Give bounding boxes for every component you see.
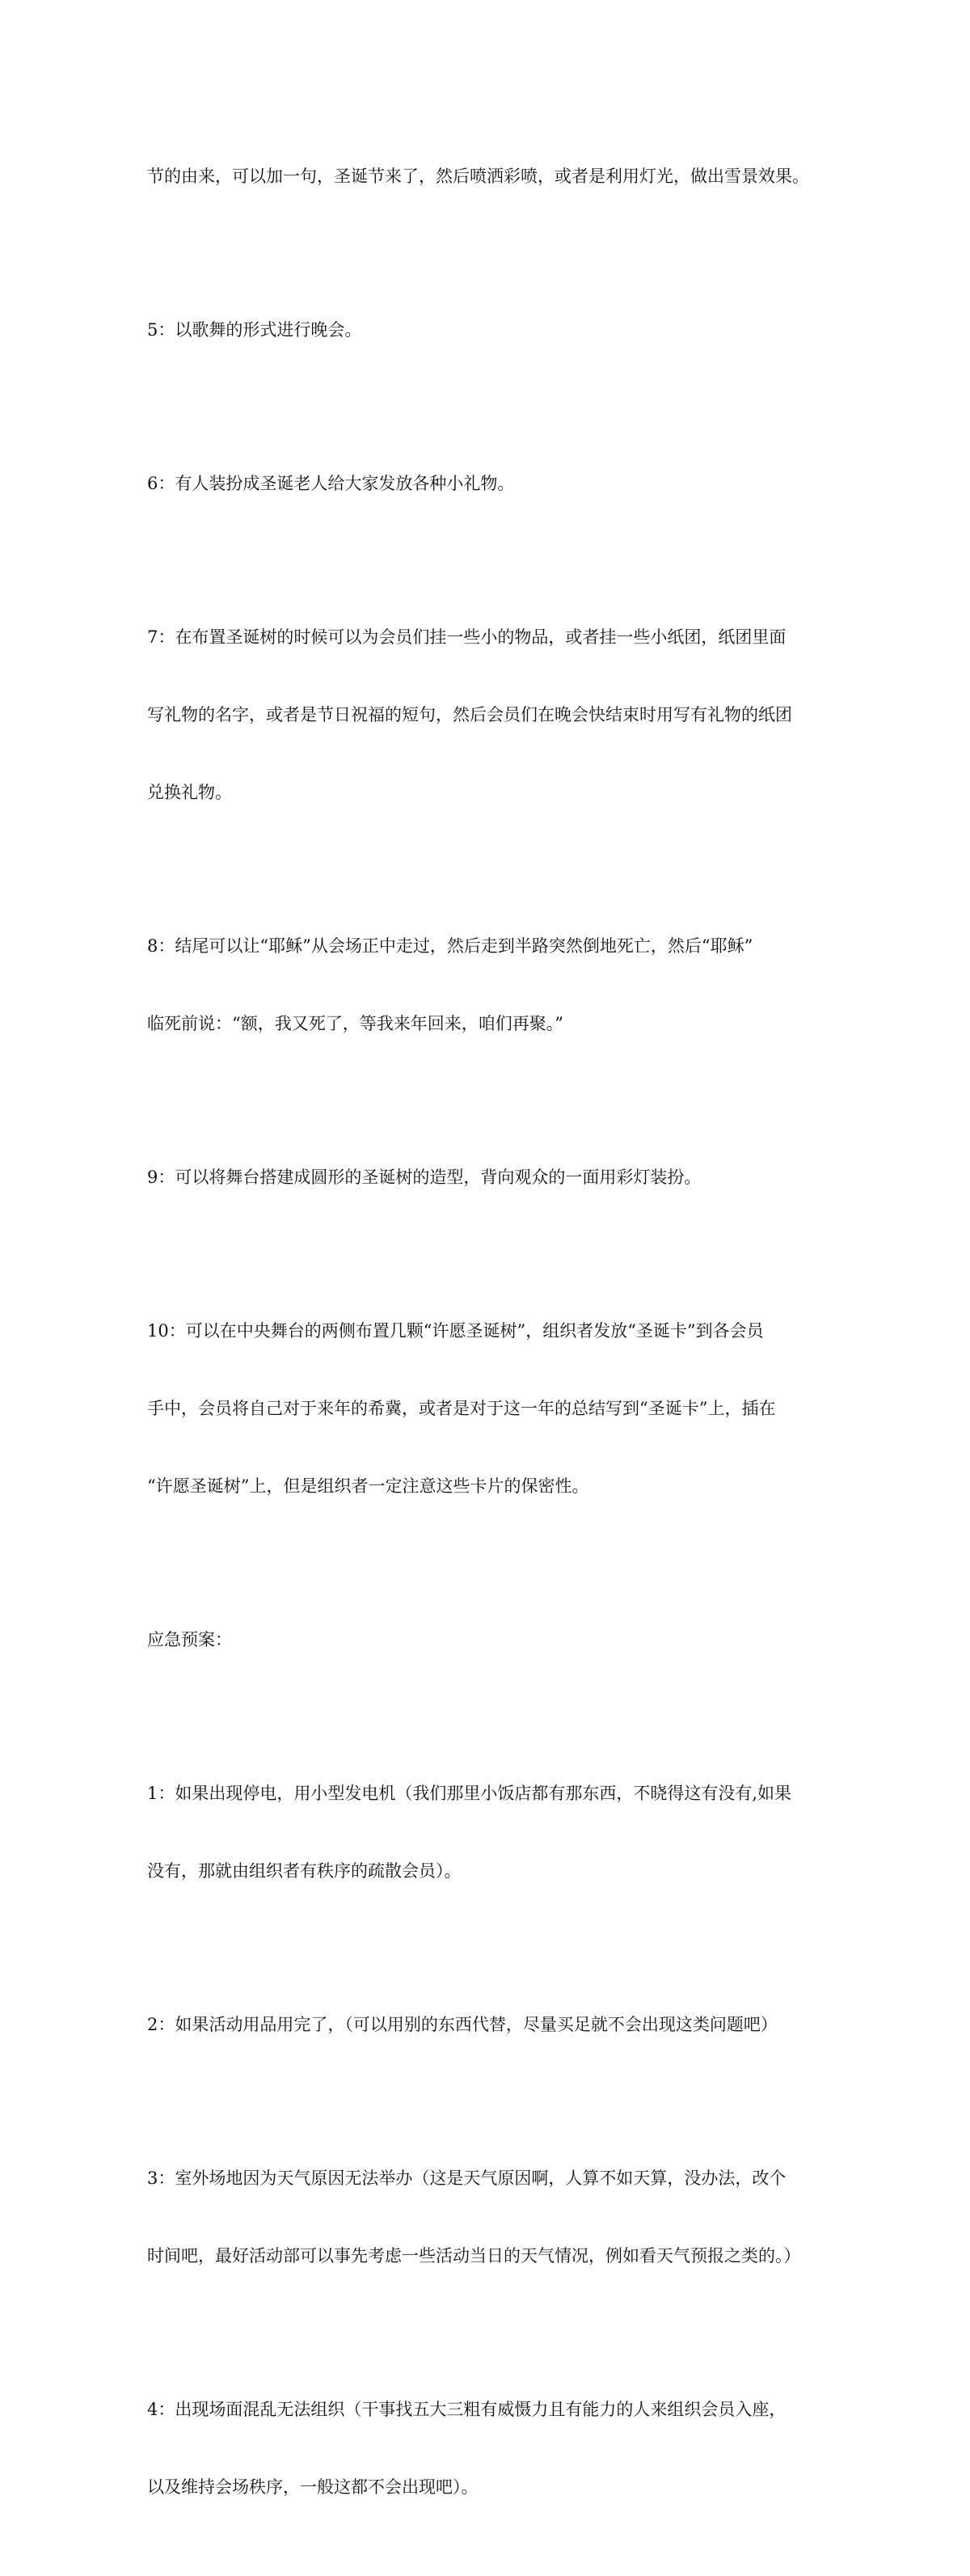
paragraph-emergency-2: [147, 1960, 842, 2089]
text-line: 应急预案：: [147, 1630, 232, 1649]
text-line: 1：如果出现停电，用小型发电机（我们那里小饭店都有那东西，不晓得这有没有,如果: [147, 1784, 792, 1803]
text-line: 4：出现场面混乱无法组织（干事找五大三粗有威慑力且有能力的人来组织会员入座，: [147, 2400, 787, 2419]
paragraph-item-8: [147, 881, 842, 1088]
paragraph-item-7: [147, 572, 842, 857]
paragraph-item-6: [147, 419, 842, 548]
text-line: 节的由来，可以加一句，圣诞节来了，然后喷洒彩喷，或者是利用灯光，做出雪景效果。: [147, 167, 809, 186]
text-line: 10：可以在中央舞台的两侧布置几颗“许愿圣诞树”，组织者发放“圣诞卡”到各会员: [147, 1321, 764, 1341]
paragraph-intro-continued: [147, 112, 842, 241]
text-line: “许愿圣诞树”上，但是组织者一定注意这些卡片的保密性。: [147, 1476, 589, 1496]
paragraph-emergency-3: [147, 2114, 842, 2321]
text-line: 临死前说：“额，我又死了，等我来年回来，咱们再聚。”: [147, 1014, 563, 1033]
text-line: 写礼物的名字，或者是节日祝福的短句，然后会员们在晚会快结束时用写有礼物的纸团: [147, 705, 792, 724]
text-line: 兑换礼物。: [147, 783, 232, 802]
paragraph-item-10: [147, 1266, 842, 1551]
text-line: 8：结尾可以让“耶稣”从会场正中走过，然后走到半路突然倒地死亡，然后“耶稣”: [147, 936, 753, 956]
text-line: 5：以歌舞的形式进行晚会。: [147, 320, 362, 340]
section-heading-emergency-plan: [147, 1575, 842, 1704]
paragraph-emergency-1: [147, 1729, 842, 1936]
text-line: 6：有人装扮成圣诞老人给大家发放各种小礼物。: [147, 474, 515, 493]
text-line: 9：可以将舞台搭建成圆形的圣诞树的造型，背向观众的一面用彩灯装扮。: [147, 1168, 702, 1187]
paragraph-item-9: [147, 1113, 842, 1242]
text-line: 时间吧，最好活动部可以事先考虑一些活动当日的天气情况，例如看天气预报之类的。）: [147, 2246, 801, 2266]
paragraph-item-5: [147, 265, 842, 395]
paragraph-emergency-4: [147, 2345, 842, 2552]
text-line: 没有，那就由组织者有秩序的疏散会员）。: [147, 1861, 462, 1881]
text-line: 3：室外场地因为天气原因无法举办（这是天气原因啊，人算不如天算，没办法，改个: [147, 2168, 787, 2188]
text-line: 手中，会员将自己对于来年的希冀，或者是对于这一年的总结写到“圣诞卡”上，插在: [147, 1399, 776, 1418]
text-line: 7：在布置圣诞树的时候可以为会员们挂一些小的物品，或者挂一些小纸团，纸团里面: [147, 627, 787, 647]
document-body: [147, 112, 842, 2576]
text-line: 2：如果活动用品用完了，（可以用别的东西代替，尽量买足就不会出现这类问题吧）: [147, 2015, 778, 2034]
text-line: 以及维持会场秩序，一般这都不会出现吧）。: [147, 2477, 479, 2497]
